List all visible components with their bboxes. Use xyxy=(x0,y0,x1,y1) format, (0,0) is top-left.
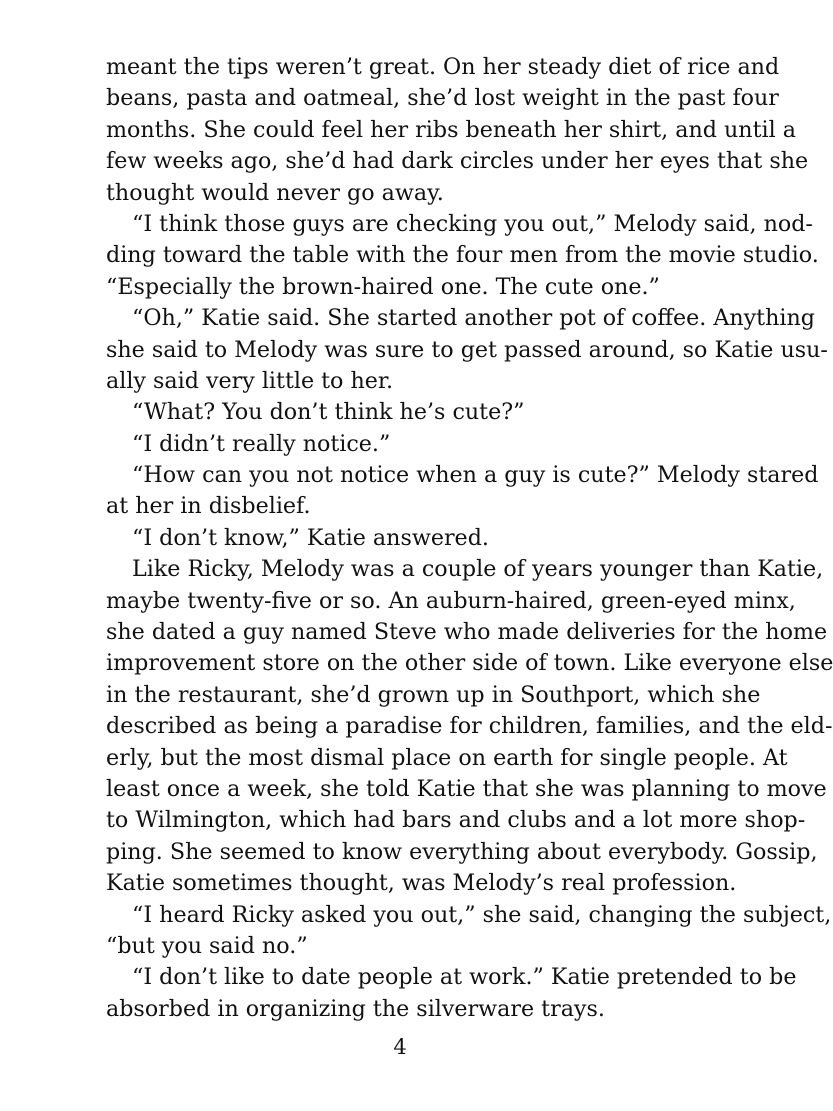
text-line: beans, pasta and oatmeal, she’d lost weight in the past four xyxy=(106,85,779,112)
text-line: “but you said no.” xyxy=(106,932,308,959)
text-line: ally said very little to her. xyxy=(106,367,394,394)
text-line: she dated a guy named Steve who made deliveries for the home xyxy=(106,619,828,646)
paragraph-first-line: “I don’t like to date people at work.” Katie pretended to be xyxy=(132,964,797,991)
text-line: at her in disbelief. xyxy=(106,493,311,520)
text-line: least once a week, she told Katie that she was planning to move xyxy=(106,775,827,802)
text-line: to Wilmington, which had bars and clubs and a lot more shop- xyxy=(106,807,806,834)
text-line: erly, but the most dismal place on earth for single people. At xyxy=(106,744,788,771)
paragraph-first-line: “I heard Ricky asked you out,” she said, changing the subject, xyxy=(132,901,832,928)
paragraph-first-line: “How can you not notice when a guy is cute?” Melody stared xyxy=(132,462,819,489)
text-line: described as being a paradise for children, families, and the eld- xyxy=(106,713,833,740)
text-line: she said to Melody was sure to get passed around, so Katie usu- xyxy=(106,336,828,363)
paragraph-first-line: “I didn’t really notice.” xyxy=(132,430,391,457)
text-line: absorbed in organizing the silverware trays. xyxy=(106,995,605,1022)
paragraph-first-line: “Oh,” Katie said. She started another pot of coffee. Anything xyxy=(132,305,815,332)
text-line: Katie sometimes thought, was Melody’s real profession. xyxy=(106,870,737,897)
text-line: thought would never go away. xyxy=(106,179,444,206)
text-line: maybe twenty-five or so. An auburn-haired, green-eyed minx, xyxy=(106,587,796,614)
text-line: “Especially the brown-haired one. The cute one.” xyxy=(106,273,660,300)
text-line: meant the tips weren’t great. On her steady diet of rice and xyxy=(106,54,780,80)
text-line: few weeks ago, she’d had dark circles under her eyes that she xyxy=(106,148,809,175)
text-line: ping. She seemed to know everything about everybody. Gossip, xyxy=(106,838,818,865)
paragraph-first-line: “I think those guys are checking you out,” Melody said, nod- xyxy=(132,210,813,237)
paragraph-first-line: Like Ricky, Melody was a couple of years younger than Katie, xyxy=(132,556,824,583)
page-number: 4 xyxy=(393,1035,407,1059)
text-line: ding toward the table with the four men from the movie studio. xyxy=(106,242,819,269)
paragraph-first-line: “I don’t know,” Katie answered. xyxy=(132,524,489,551)
body-text xyxy=(106,52,833,1025)
paragraph-first-line: “What? You don’t think he’s cute?” xyxy=(132,399,525,426)
text-line: in the restaurant, she’d grown up in Southport, which she xyxy=(106,681,761,708)
text-line: months. She could feel her ribs beneath her shirt, and until a xyxy=(106,116,796,143)
text-line: improvement store on the other side of town. Like everyone else xyxy=(106,650,833,677)
